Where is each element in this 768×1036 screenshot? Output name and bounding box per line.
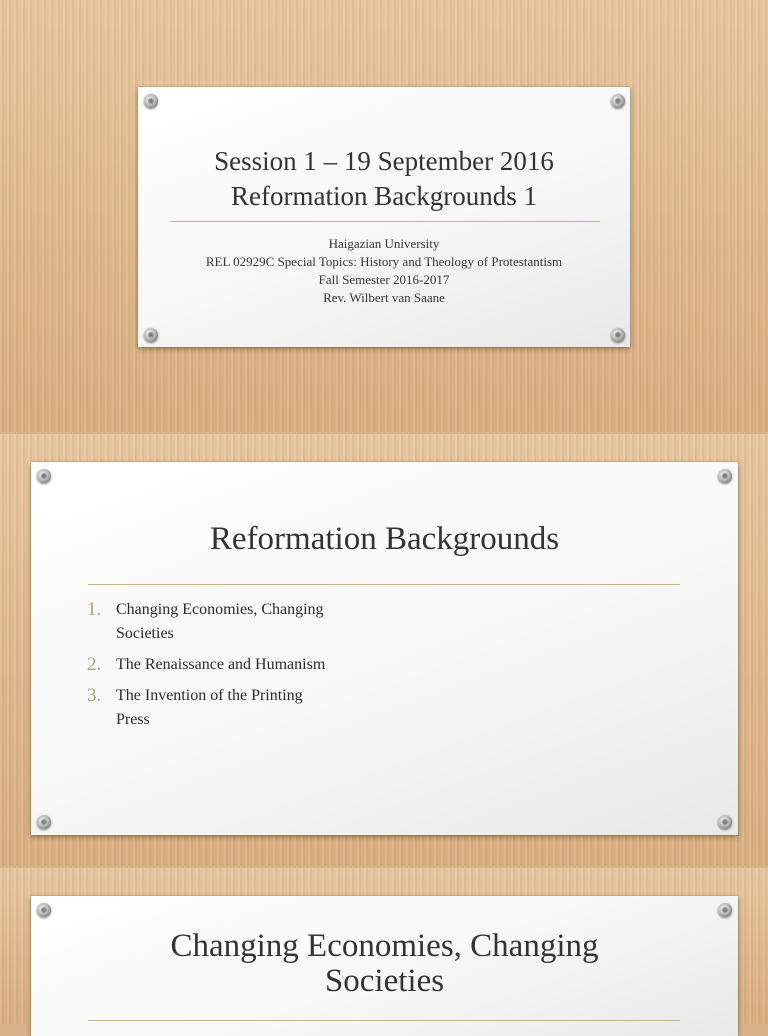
list-item-line: Press xyxy=(116,711,150,728)
list-item-text xyxy=(116,684,303,732)
slide-title-line: Session 1 – 19 September 2016 xyxy=(214,146,554,176)
institution-name: Haigazian University xyxy=(328,236,440,251)
screw-pin-icon xyxy=(37,469,51,483)
slide-1[interactable] xyxy=(138,87,630,347)
list-item-line: Societies xyxy=(116,625,174,642)
topic-list xyxy=(87,598,387,739)
course-name: REL 02929C Special Topics: History and Theology of Protestantism xyxy=(205,254,563,269)
instructor-name: Rev. Wilbert van Saane xyxy=(323,290,445,305)
list-item-line: The Renaissance and Humanism xyxy=(116,656,326,673)
list-item-number: 2. xyxy=(87,654,102,675)
slide-title xyxy=(138,144,630,214)
list-item xyxy=(87,684,387,732)
screw-pin-icon xyxy=(718,815,732,829)
slide-title-line: Societies xyxy=(324,963,445,999)
screw-pin-icon xyxy=(718,903,732,917)
list-item xyxy=(87,598,387,646)
divider-rule xyxy=(88,584,680,585)
list-item-text xyxy=(116,653,325,677)
screw-pin-icon xyxy=(611,328,625,342)
screw-pin-icon xyxy=(144,328,158,342)
slide-title-line: Reformation Backgrounds 1 xyxy=(231,181,537,211)
divider-rule xyxy=(88,1020,680,1021)
list-item-number: 3. xyxy=(87,685,102,706)
screw-pin-icon xyxy=(611,94,625,108)
list-item-line: The Invention of the Printing xyxy=(116,687,303,704)
slide-3[interactable] xyxy=(31,896,738,1036)
divider-rule xyxy=(170,221,600,222)
screw-pin-icon xyxy=(37,815,51,829)
slide-title-line: Changing Economies, Changing xyxy=(170,928,599,964)
screw-pin-icon xyxy=(718,469,732,483)
slide-subtitle xyxy=(138,235,630,307)
semester: Fall Semester 2016-2017 xyxy=(318,272,450,287)
slide-title xyxy=(31,929,738,999)
screw-pin-icon xyxy=(37,903,51,917)
list-item xyxy=(87,653,387,677)
list-item-number: 1. xyxy=(87,599,102,620)
slide-2[interactable] xyxy=(31,462,738,835)
list-item-text xyxy=(116,598,324,646)
list-item-line: Changing Economies, Changing xyxy=(116,601,324,618)
slide-title: Reformation Backgrounds xyxy=(209,521,560,557)
screw-pin-icon xyxy=(144,94,158,108)
